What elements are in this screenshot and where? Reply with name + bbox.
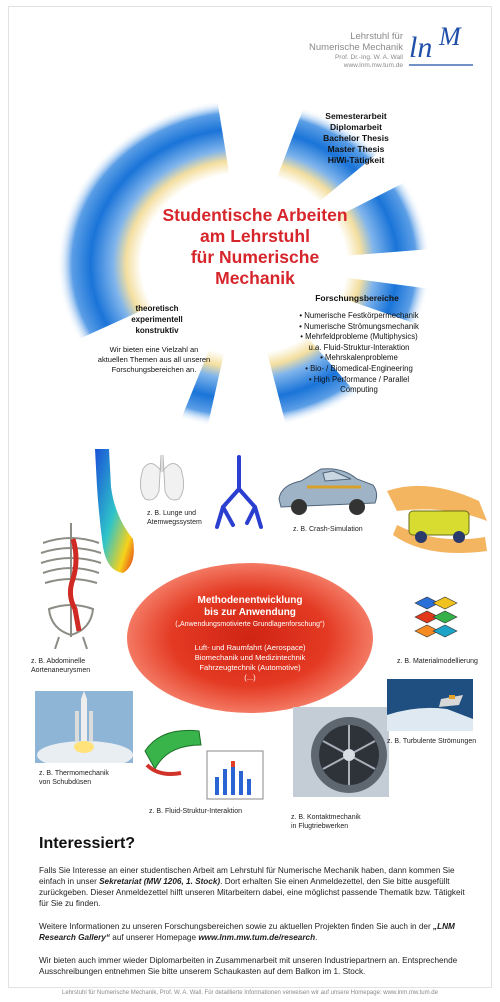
offer-line: Wir bieten eine Vielzahl an — [109, 345, 199, 354]
caption-crash: z. B. Crash-Simulation — [293, 526, 363, 533]
poster-title — [137, 205, 373, 289]
bronchial-tree-image — [209, 453, 269, 533]
methods-list — [95, 303, 219, 336]
thesis-item: HiWi-Tätigkeit — [327, 155, 385, 165]
caption-line: in Flugtriebwerken — [291, 823, 349, 830]
chair-header — [309, 31, 403, 70]
interest-paragraph-3: Wir bieten auch immer wieder Diplomarbeiten in Zusammenarbeit mit unseren Industriepartnern an. Entsprechende Ausschreibungen entnehmen Sie bitte unserem Schaukasten auf dem Balkon im 1. Stock. — [39, 956, 458, 976]
poster — [8, 6, 492, 988]
crash-simulation-car-image — [271, 459, 381, 519]
caption-lung — [147, 509, 202, 527]
application-item: (...) — [244, 673, 256, 682]
application-item: Fahrzeugtechnik (Automotive) — [199, 663, 301, 672]
lnm-logo — [407, 21, 477, 71]
oval-title-line: bis zur Anwendung — [204, 607, 296, 618]
title-line: Mechanik — [215, 268, 295, 288]
paragraph-text: Weitere Informationen zu unseren Forschungsbereichen sowie zu aktuellen Projekten finden Sie auch in der — [39, 922, 433, 931]
research-item: u.a. Fluid-Struktur-Interaktion — [308, 342, 410, 352]
logo-text-ln: ln — [409, 31, 433, 64]
caption-line: z. B. Kontaktmechanik — [291, 814, 361, 821]
green-pipe-fsi-image — [141, 721, 203, 781]
research-item: Computing — [340, 385, 378, 395]
caption-line: z. B. Lunge und — [147, 510, 197, 517]
thesis-item: Semesterarbeit — [325, 111, 387, 121]
caption-aorta — [31, 657, 90, 675]
caption-line: z. B. Thermomechanik — [39, 770, 109, 777]
research-item: • Numerische Festkörpermechanik — [299, 311, 419, 320]
offer-text — [79, 345, 229, 375]
caption-line: von Schubdüsen — [39, 779, 92, 786]
footer-note: Lehrstuhl für Numerische Mechanik, Prof. W. A. Wall. Für detaillierte Informationen verweisen wir auf unsere Homepage: www.lnm.mw.tum.de — [62, 990, 438, 996]
fsi-grid-image — [203, 747, 267, 805]
research-areas-heading: Forschungsbereiche — [315, 293, 399, 303]
interest-paragraph-2 — [39, 921, 473, 943]
caption-thermo — [39, 769, 109, 787]
header-line-1: Lehrstuhl für — [350, 31, 403, 42]
interest-paragraph-1 — [39, 865, 473, 909]
thesis-item: Master Thesis — [327, 144, 385, 154]
method-item: konstruktiv — [135, 326, 179, 335]
paragraph-text: auf unserer Homepage — [110, 933, 199, 942]
header-professor: Prof. Dr.-Ing. W. A. Wall — [334, 54, 403, 61]
caption-kontakt — [291, 813, 361, 831]
thesis-item: Diplomarbeit — [330, 122, 382, 132]
application-item: Biomechanik und Medizintechnik — [194, 653, 306, 662]
research-gallery-name: „LNM Research Gallery“ — [39, 922, 455, 942]
title-line: am Lehrstuhl — [200, 226, 310, 246]
lung-image — [137, 451, 187, 505]
thesis-types-list — [281, 111, 431, 166]
method-item: theoretisch — [135, 304, 179, 313]
aortic-aneurysm-skeleton-image — [33, 519, 109, 649]
research-item: • Mehrskalenprobleme — [320, 353, 398, 363]
oval-application-list — [127, 643, 373, 683]
application-item: Luft- und Raumfahrt (Aerospace) — [194, 643, 306, 652]
title-line: Studentische Arbeiten — [162, 205, 348, 225]
caption-material: z. B. Materialmodellierung — [397, 658, 478, 665]
research-item: • High Performance / Parallel — [308, 374, 410, 384]
paragraph-text: . Dort erhalten Sie einen Anmeldezettel, den Sie bitte ausgefüllt zurückgeben. Dieser Anmeldezettel hilft unseren Mitarbeitern dabei, eine möglichst passende Thematik bzw. Tätigkeit für Sie zu finden. — [39, 877, 465, 908]
thesis-item: Bachelor Thesis — [323, 133, 389, 143]
research-areas-list — [271, 311, 447, 396]
paragraph-text: Falls Sie Interesse an einer studentischen Arbeit am Lehrstuhl für Numerische Mechanik haben, dann kommen Sie einfach in unser — [39, 866, 455, 886]
caption-fsi: z. B. Fluid-Struktur-Interaktion — [149, 808, 242, 815]
title-line: für Numerische — [190, 247, 320, 267]
method-development-oval — [127, 563, 373, 713]
oval-subtitle: („Anwendungsmotivierte Grundlagenforschung“) — [175, 621, 325, 628]
caption-turbulent: z. B. Turbulente Strömungen — [387, 738, 477, 745]
speedboat-photo — [387, 679, 473, 731]
caption-line: z. B. Abdominelle — [31, 658, 86, 665]
oval-title — [127, 595, 373, 619]
rocket-launch-photo — [35, 691, 133, 763]
material-model-image — [407, 587, 465, 649]
offer-line: Forschungsbereichen an. — [111, 365, 197, 374]
vehicle-flow-image — [387, 481, 491, 561]
header-url[interactable]: www.lnm.mw.tum.de — [343, 62, 403, 69]
oval-title-line: Methodenentwicklung — [197, 595, 303, 606]
research-item: • Numerische Strömungsmechanik — [299, 321, 419, 331]
jet-engine-image — [293, 707, 389, 797]
caption-line: Atemwegssystem — [147, 519, 202, 526]
paragraph-text: . — [315, 933, 318, 942]
caption-line: Aortenaneurysmen — [31, 667, 91, 674]
research-url-link[interactable]: www.lnm.mw.tum.de/research — [198, 933, 316, 942]
method-item: experimentell — [131, 315, 183, 324]
header-line-2: Numerische Mechanik — [309, 42, 403, 53]
research-item: • Bio- / Biomedical-Engineering — [305, 363, 413, 373]
logo-text-m: M — [439, 22, 461, 51]
secretariat-location: Sekretariat (MW 1206, 1. Stock) — [99, 877, 221, 886]
research-item: • Mehrfeldprobleme (Multiphysics) — [300, 332, 418, 342]
offer-line: aktuellen Themen aus all unseren — [97, 355, 211, 364]
interested-heading: Interessiert? — [39, 835, 136, 852]
